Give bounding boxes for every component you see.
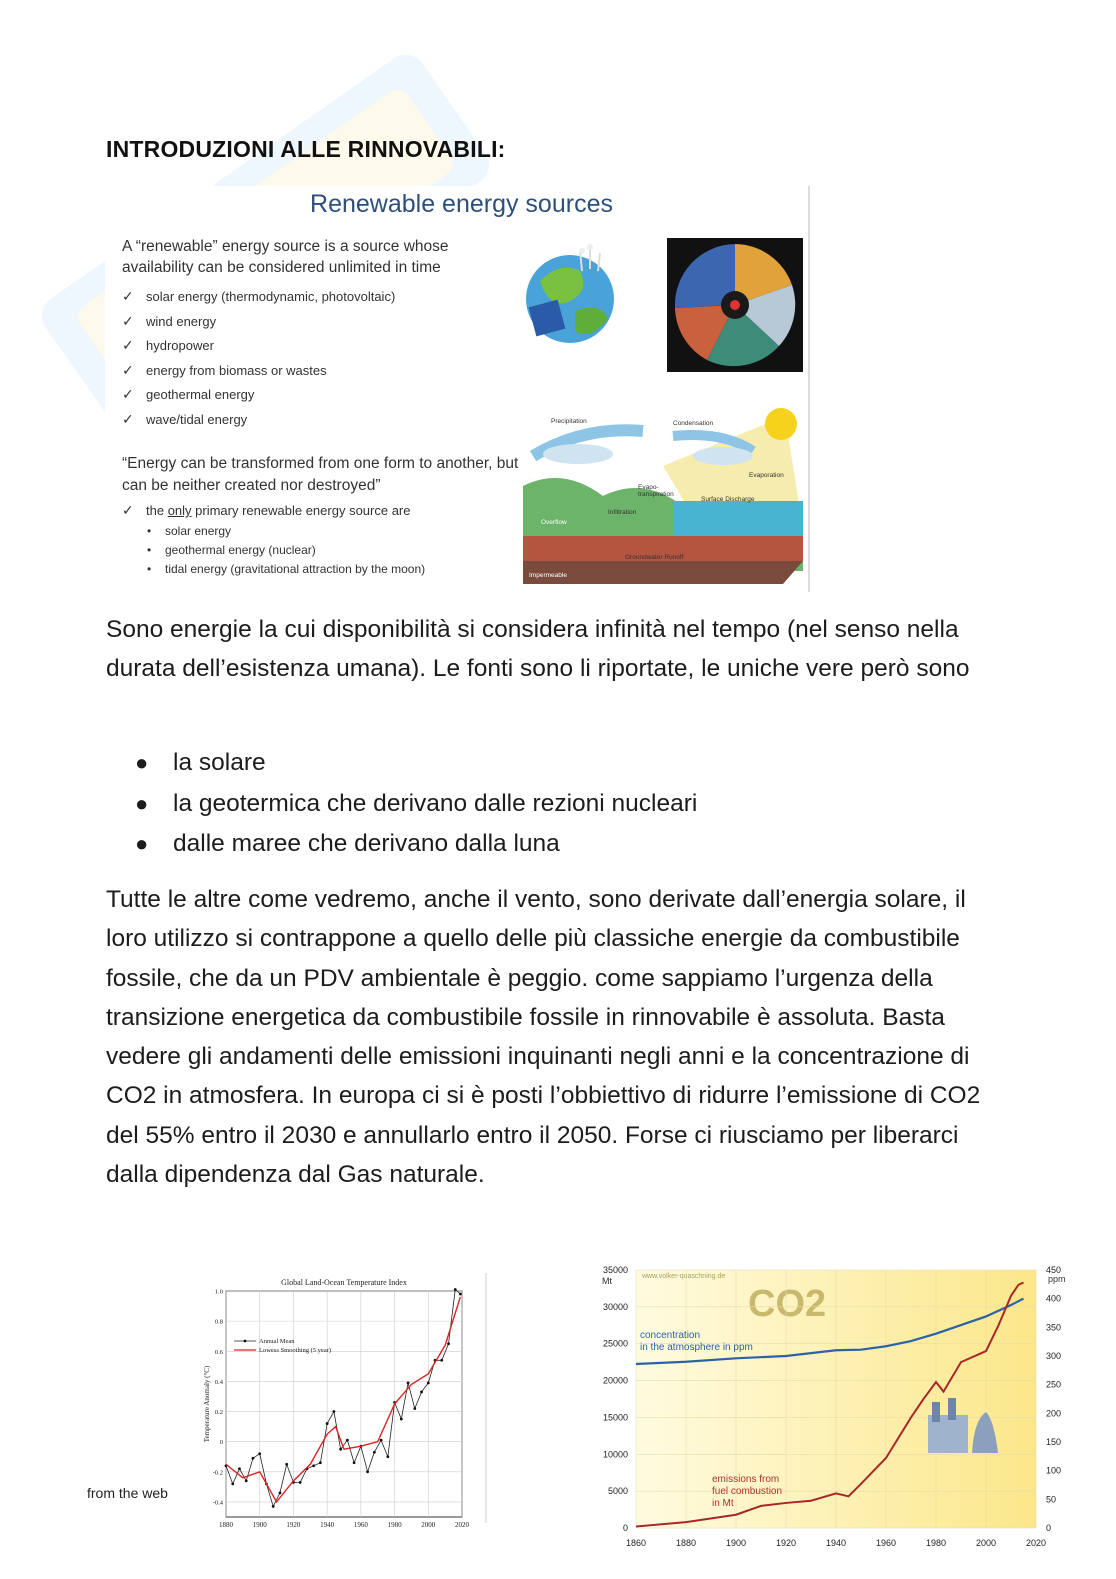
check-icon: ✓ [122, 386, 134, 403]
x-tick-label: 1980 [387, 1521, 402, 1529]
paragraph-transition: Tutte le altre come vedremo, anche il vento, sono derivate dall’energia solare, il loro utilizzo si contrappone a quello delle più classiche energie da combustibile fossile, che da un PDV ambientale è peggio. come sappiamo l’urgenza della transizione energetica da combustibile fossile in rinnovabile è assoluta. Basta vedere gli andamenti delle emissioni inquinanti negli anni e la concentrazione di CO2 in atmosfera. In europa ci si è posti l’obbiettivo di ridurre l’emissione di CO2 del 55% entro il 2030 e annullarlo entro il 2050. Forse ci riusciamo per liberarci dalla dipendenza dal Gas naturale. [106, 886, 981, 1189]
data-point [238, 1467, 241, 1470]
label-surface-discharge: Surface Discharge [701, 496, 755, 503]
right-tick-label: 50 [1046, 1494, 1057, 1505]
label-overflow: Overflow [541, 519, 567, 526]
y-tick-label: 1.0 [214, 1288, 223, 1296]
list-item: • solar energy [147, 524, 232, 538]
x-tick-label: 1880 [675, 1538, 697, 1548]
primary-sources-list [147, 522, 425, 579]
list-item: ✓ geothermal energy [122, 382, 395, 407]
right-tick-label: 200 [1046, 1408, 1062, 1419]
data-point [285, 1463, 288, 1466]
list-item: ✓ wind energy [122, 309, 395, 334]
data-point [299, 1481, 302, 1484]
x-tick-label: 1960 [353, 1521, 368, 1529]
x-tick-label: 2020 [1025, 1538, 1047, 1548]
right-tick-label: 350 [1046, 1322, 1062, 1333]
x-tick-label: 1920 [775, 1538, 797, 1548]
slide-definition: A “renewable” energy source is a source whose availability can be considered unlimited in time [122, 238, 449, 276]
slide-quote: “Energy can be transformed from one form to another, but can be neither created nor destroyed” [122, 455, 519, 494]
right-tick-label: 250 [1046, 1379, 1062, 1390]
right-tick-label: 400 [1046, 1293, 1062, 1304]
chart-title: Global Land-Ocean Temperature Index [281, 1278, 407, 1287]
check-icon: ✓ [122, 288, 134, 304]
data-point [245, 1479, 248, 1482]
data-point [312, 1464, 315, 1467]
data-point [353, 1461, 356, 1464]
sources-list [122, 284, 395, 432]
y-tick-label: 0.6 [214, 1348, 223, 1356]
true-sources-list [135, 743, 697, 865]
slide-title: Renewable energy sources [310, 190, 613, 218]
source-note: from the web [87, 1485, 168, 1501]
left-tick-label: 0 [622, 1523, 628, 1533]
x-tick-label: 2000 [975, 1538, 997, 1548]
list-item: • geothermal energy (nuclear) [147, 543, 316, 557]
data-point [231, 1482, 234, 1485]
x-tick-label: 1920 [286, 1521, 301, 1529]
left-tick-label: 20000 [602, 1375, 628, 1386]
label-evaporation: Evaporation [749, 472, 784, 479]
check-icon: ✓ [122, 502, 134, 518]
data-point [400, 1418, 403, 1421]
label-infiltration: Infiltration [608, 509, 637, 516]
renewable-slide [105, 186, 810, 592]
list-item: ● dalle maree che derivano dalla luna [135, 830, 560, 857]
data-point [440, 1359, 443, 1362]
x-tick-label: 1960 [875, 1538, 897, 1548]
svg-text:emissions from: emissions from [712, 1474, 780, 1485]
data-point [459, 1293, 462, 1296]
svg-text:fuel combustion: fuel combustion [712, 1486, 783, 1497]
data-point [380, 1439, 383, 1442]
right-tick-label: 0 [1046, 1523, 1052, 1533]
check-icon: ✓ [122, 410, 134, 427]
data-point [427, 1382, 430, 1385]
x-tick-label: 1940 [825, 1538, 847, 1548]
y-tick-label: 0 [219, 1439, 223, 1447]
label-groundwater-runoff: Groundwater Runoff [625, 554, 684, 561]
data-point [366, 1470, 369, 1473]
data-point [447, 1342, 450, 1345]
x-tick-label: 2020 [455, 1521, 469, 1529]
x-tick-label: 1900 [252, 1521, 267, 1529]
y-tick-label: -0.4 [212, 1499, 223, 1507]
y-tick-label: -0.2 [212, 1469, 223, 1477]
left-tick-label: 30000 [602, 1301, 628, 1312]
data-point [272, 1505, 275, 1508]
water-cycle-diagram [523, 406, 803, 584]
data-point [339, 1448, 342, 1451]
label-evapotranspiration: Evapo-transpiration [638, 484, 674, 498]
left-tick-label: 25000 [602, 1338, 628, 1349]
x-tick-label: 1880 [219, 1521, 233, 1529]
y-tick-label: 0.2 [214, 1409, 223, 1417]
co2-chart [588, 1260, 1078, 1552]
data-point [326, 1422, 329, 1425]
label-impermeable: Impermeable [529, 572, 567, 579]
data-point [373, 1451, 376, 1454]
left-tick-label: 15000 [602, 1412, 628, 1423]
list-item: ✓ energy from biomass or wastes [122, 358, 395, 383]
legend-label: Lowess Smoothing (5 year) [259, 1347, 332, 1354]
right-unit: ppm [1048, 1274, 1066, 1284]
left-unit: Mt [602, 1276, 612, 1286]
list-item: ✓ wave/tidal energy [122, 407, 395, 432]
x-tick-label: 2000 [421, 1521, 436, 1529]
data-point [258, 1452, 261, 1455]
list-item: ✓ solar energy (thermodynamic, photovoltaic) [122, 284, 395, 309]
green-globe-image [520, 241, 620, 351]
data-point [319, 1461, 322, 1464]
data-point [252, 1457, 255, 1460]
svg-text:in the atmosphere in ppm: in the atmosphere in ppm [640, 1342, 753, 1353]
data-point [346, 1439, 349, 1442]
list-item: • tidal energy (gravitational attraction by the moon) [147, 562, 426, 576]
right-tick-label: 300 [1046, 1351, 1062, 1361]
y-axis-label: Temperature Anomaly (°C) [203, 1365, 211, 1443]
x-tick-label: 1980 [925, 1538, 947, 1548]
paragraph-intro: Sono energie la cui disponibilità si considera infinità nel tempo (nel senso nella durata dell’esistenza umana). Le fonti sono li riportate, le uniche vere però sono [106, 616, 970, 683]
check-icon: ✓ [122, 337, 134, 354]
legend-label: Annual Mean [259, 1338, 295, 1345]
right-tick-label: 450 [1046, 1265, 1062, 1275]
right-tick-label: 150 [1046, 1437, 1062, 1447]
x-tick-label: 1940 [320, 1521, 335, 1529]
slide-only-line: ✓ the only primary renewable energy source are [122, 502, 411, 518]
svg-text:concentration: concentration [640, 1330, 701, 1341]
y-tick-label: 0.8 [214, 1318, 223, 1326]
list-item: ● la geotermica che derivano dalle rezioni nucleari [135, 789, 698, 817]
list-item: ✓ hydropower [122, 333, 395, 358]
y-tick-label: 0.4 [214, 1378, 223, 1386]
label-condensation: Condensation [673, 420, 714, 427]
data-point [407, 1382, 410, 1385]
data-point [332, 1410, 335, 1413]
temperature-chart [200, 1273, 490, 1538]
energy-mosaic-image [667, 238, 803, 372]
svg-text:in Mt: in Mt [712, 1498, 734, 1509]
check-icon: ✓ [122, 361, 134, 378]
right-tick-label: 100 [1046, 1465, 1062, 1476]
data-point [279, 1491, 282, 1494]
data-point [413, 1407, 416, 1410]
data-point [420, 1391, 423, 1394]
x-tick-label: 1860 [625, 1538, 647, 1548]
legend-marker [244, 1340, 247, 1343]
list-item: ● la solare [135, 749, 266, 776]
left-tick-label: 35000 [602, 1265, 628, 1275]
data-point [454, 1288, 457, 1291]
chart-title: CO2 [748, 1283, 827, 1325]
check-icon: ✓ [122, 312, 134, 329]
x-tick-label: 1900 [725, 1538, 747, 1548]
data-point [386, 1455, 389, 1458]
label-precipitation: Precipitation [551, 418, 587, 425]
left-tick-label: 5000 [607, 1486, 628, 1497]
chart-watermark: www.volker-quaschning.de [642, 1273, 726, 1280]
page-title: INTRODUZIONI ALLE RINNOVABILI: [106, 136, 506, 162]
left-tick-label: 10000 [602, 1449, 628, 1460]
